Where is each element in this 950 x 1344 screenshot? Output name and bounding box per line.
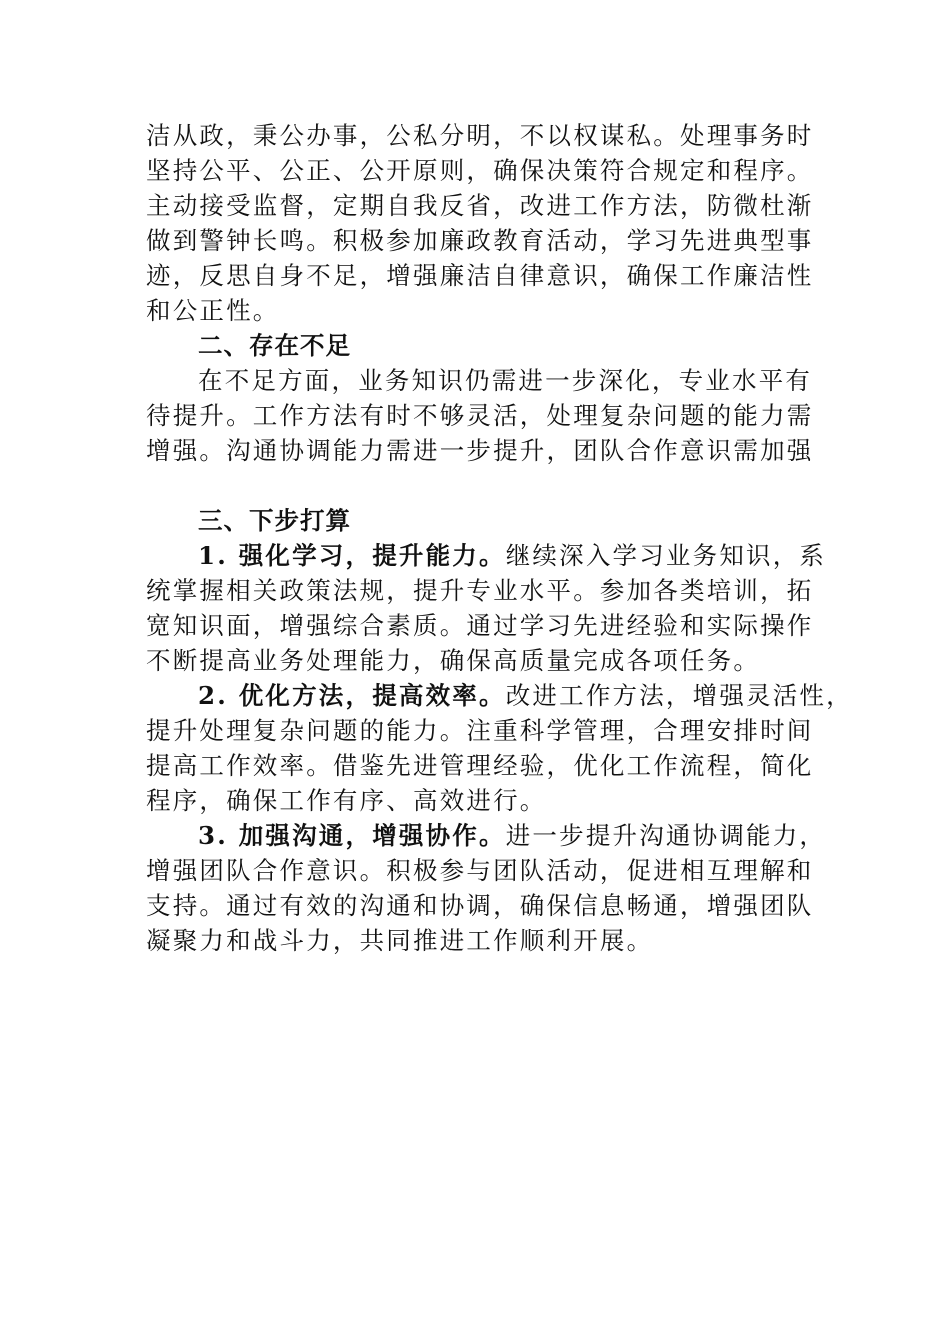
paragraph-line: 增强。沟通协调能力需进一步提升，团队合作意识需加强	[146, 436, 814, 465]
paragraph-line: 迹，反思自身不足，增强廉洁自律意识，确保工作廉洁性	[146, 261, 814, 290]
plan-item-first-line	[146, 678, 853, 713]
paragraph-line: 主动接受监督，定期自我反省，改进工作方法，防微杜渐	[146, 191, 814, 220]
blank-line	[146, 468, 806, 503]
paragraph-line: 和公正性。	[146, 296, 280, 325]
paragraph-line: 程序，确保工作有序、高效进行。	[146, 786, 547, 815]
plan-item-first-line	[146, 818, 827, 853]
paragraph-line: 提升处理复杂问题的能力。注重科学管理，合理安排时间	[146, 716, 814, 745]
paragraph-line: 提高工作效率。借鉴先进管理经验，优化工作流程，简化	[146, 751, 814, 780]
section1-paragraph	[146, 118, 814, 328]
section2-paragraph	[146, 363, 814, 468]
paragraph-line: 坚持公平、公正、公开原则，确保决策符合规定和程序。	[146, 156, 814, 185]
plan-item-text: 改进工作方法，增强灵活性，	[505, 681, 853, 710]
plan-item-lead: 3. 加强沟通，增强协作。	[198, 821, 506, 850]
paragraph-line: 待提升。工作方法有时不够灵活，处理复杂问题的能力需	[146, 401, 814, 430]
plan-item-text: 进一步提升沟通协调能力，	[505, 821, 827, 850]
paragraph-line: 支持。通过有效的沟通和协调，确保信息畅通，增强团队	[146, 891, 814, 920]
paragraph-line: 不断提高业务处理能力，确保高质量完成各项任务。	[146, 646, 761, 675]
section2-heading: 二、存在不足	[198, 331, 351, 360]
plan-item-lead: 2. 优化方法，提高效率。	[198, 681, 506, 710]
section3-heading: 三、下步打算	[198, 506, 351, 535]
plan-item-text: 继续深入学习业务知识，系	[505, 541, 827, 570]
paragraph-line: 凝聚力和战斗力，共同推进工作顺利开展。	[146, 926, 654, 955]
plan-item-3	[146, 818, 827, 958]
paragraph-line: 宽知识面，增强综合素质。通过学习先进经验和实际操作	[146, 611, 814, 640]
plan-item-lead: 1. 强化学习，提升能力。	[198, 541, 506, 570]
plan-item-first-line	[146, 538, 827, 573]
document-body	[146, 118, 853, 958]
paragraph-line: 在不足方面，业务知识仍需进一步深化，专业水平有	[198, 366, 813, 395]
paragraph-line: 做到警钟长鸣。积极参加廉政教育活动，学习先进典型事	[146, 226, 814, 255]
paragraph-line: 增强团队合作意识。积极参与团队活动，促进相互理解和	[146, 856, 814, 885]
plan-item-1	[146, 538, 827, 678]
paragraph-line: 洁从政，秉公办事，公私分明，不以权谋私。处理事务时	[146, 121, 814, 150]
plan-item-2	[146, 678, 853, 818]
paragraph-line: 统掌握相关政策法规，提升专业水平。参加各类培训，拓	[146, 576, 814, 605]
